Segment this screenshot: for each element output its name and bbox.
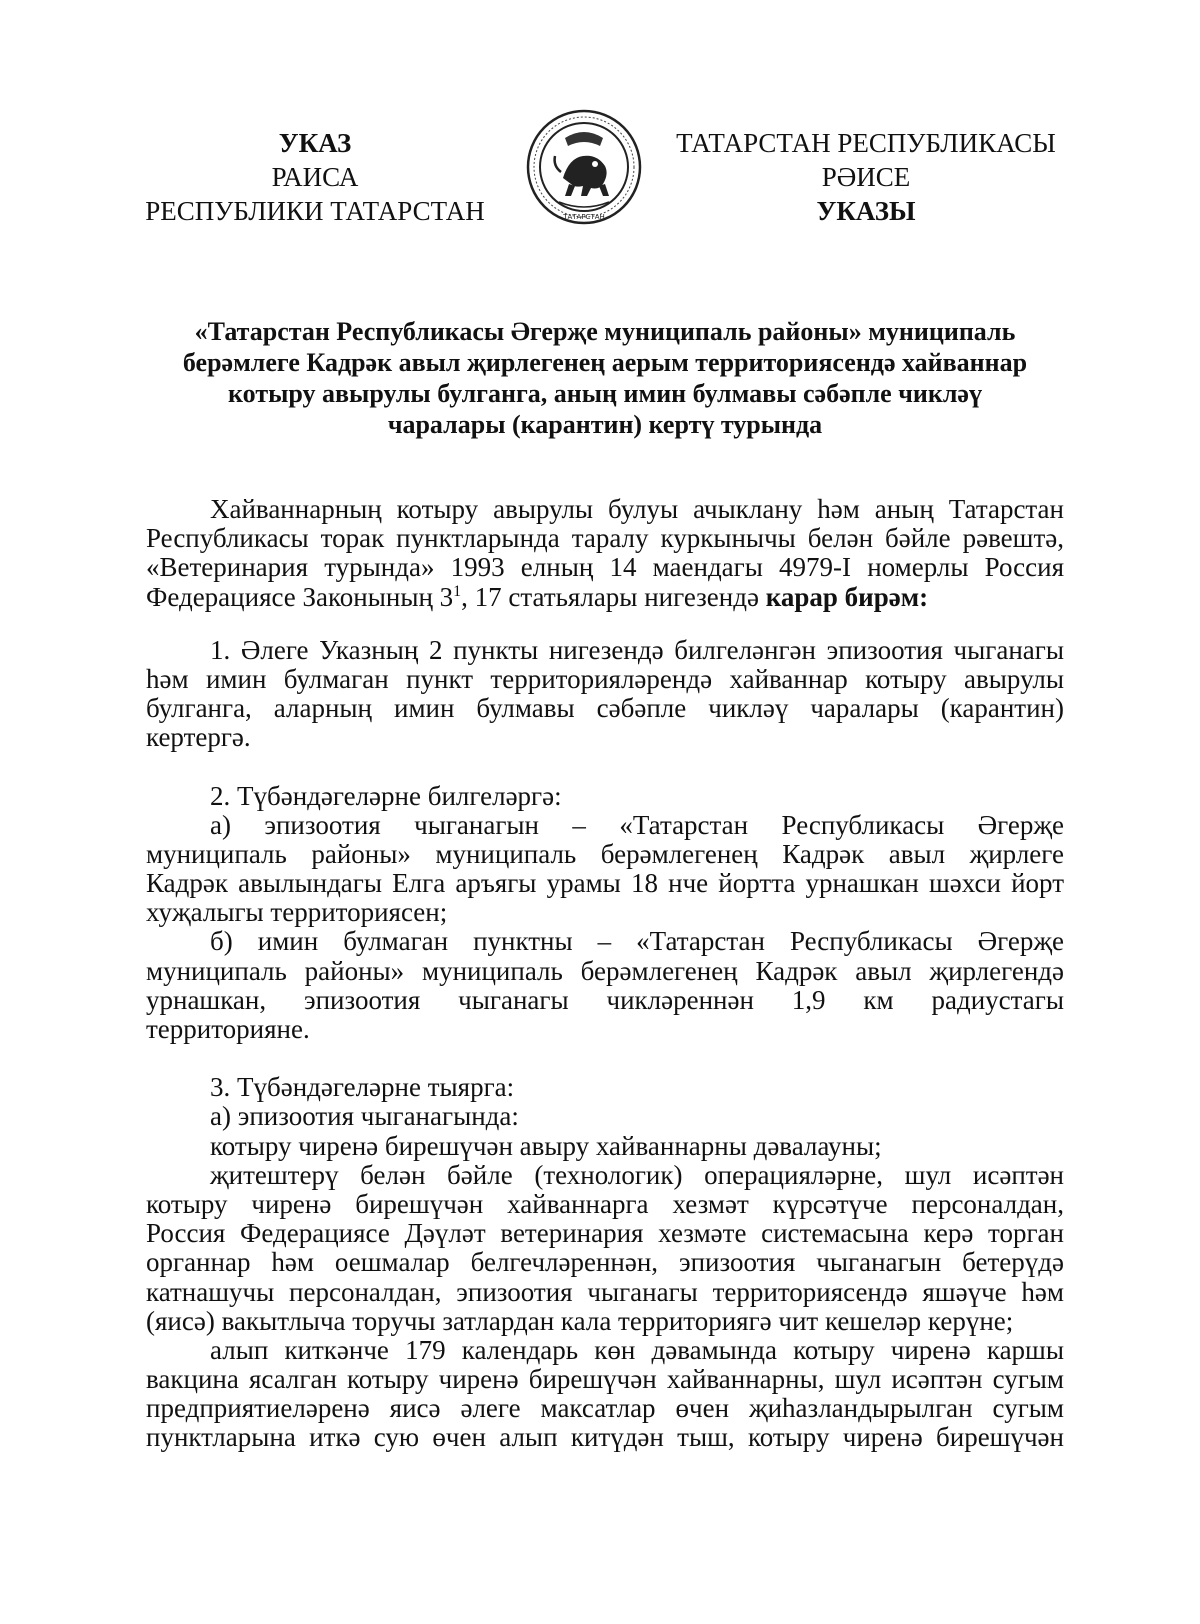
header-left-line-3: РЕСПУБЛИКИ ТАТАРСТАН [145,196,485,226]
coat-of-arms-emblem [525,108,643,226]
title-line-2: берәмлеге Кадрәк авыл җирлегенең аерым территориясендә хайваннар [182,348,1028,377]
intro-resolution: карар бирәм: [765,582,929,612]
p3a2-line-1: җитештерү белән бәйле (технологик) операцияләрне, шул исәптән [210,1160,1064,1190]
decree-title [120,316,1090,440]
intro-line-4 [146,583,1064,612]
p2-heading: 2. Түбәндәгеләрне билгеләргә: [210,781,562,811]
p3a2-line-3: Россия Федерациясе Дәүләт ветеринария хезмәте системасына керә торган [146,1219,1064,1249]
p2b-line-1: б) имин булмаган пунктны – «Татарстан Республикасы Әгерҗе [210,927,1064,957]
p2b-line-2: муниципаль районы» муниципаль берәмлегенең Кадрәк авыл җирлегендә [146,956,1064,986]
emblem-text: ТАТАРСТАН [563,213,605,221]
p2a-line-2: муниципаль районы» муниципаль берәмлегенең Кадрәк авыл җирлеге [146,839,1064,869]
p1-line-1: 1. Әлеге Указның 2 пункты нигезендә билгеләнгән эпизоотия чыганагы [210,635,1064,665]
header-russian [140,126,490,228]
intro-line-1: Хайваннарның котыру авырулы булуы ачыклану һәм аның Татарстан [210,495,1064,524]
title-line-4: чаралары (карантин) кертү турында [387,410,823,439]
p2b-line-3: урнашкан, эпизоотия чыганагы чикләреннән 1,9 км радиустагы [146,985,1064,1015]
p2a-line-4: хуҗалыгы территориясен; [146,898,448,928]
intro-line-2: Республикасы торак пунктларында таралу куркынычы белән бәйле рәвештә, [146,524,1064,554]
header-right-line-2: РӘИСЕ [821,162,911,192]
p2a-line-3: Кадрәк авылындагы Елга аръягы урамы 18 нче йортта урнашкан шәхси йорт [146,869,1064,899]
p1-line-2: һәм имин булмаган пункт территорияләрендә хайваннар котыру авырулы [146,664,1064,694]
p1-line-3: булганга, аларның имин булмавы сәбәпле чикләү чаралары (карантин) [146,694,1064,724]
p3a3-line-1: алып киткәнче 179 календарь көн дәвамында котыру чиренә каршы [210,1335,1064,1365]
p3a2-line-4: органнар һәм оешмалар белгечләреннән, эпизоотия чыганагын бетерүдә [146,1248,1064,1278]
p3a3-line-2: вакцина ясалган котыру чиренә бирешүчән хайваннарны, шул исәптән сугым [146,1365,1064,1395]
decree-body [146,495,1064,1453]
intro-superscript: 1 [453,582,462,600]
p3a2-line-6: (яисә) вакытлыча торучы затлардан кала территориягә чит кешеләр керүне; [146,1306,1014,1336]
header-left-line-2: РАИСА [271,162,359,192]
p2b-line-4: территорияне. [146,1015,310,1044]
p3-heading: 3. Түбәндәгеләрне тыярга: [210,1073,515,1103]
p3a2-line-5: катнашучы персоналдан, эпизоотия чыганагы территориясендә яшәүче һәм [146,1277,1064,1307]
title-line-3: котыру авырулы булганга, аның имин булмавы сәбәпле чикләү [228,379,982,408]
intro-line-3: «Ветеринария турында» 1993 елның 14 маендагы 4979-I номерлы Россия [146,553,1064,583]
header-left-line-1: УКАЗ [278,128,352,158]
intro-line-4-b: , 17 статьялары нигезендә [461,582,766,612]
p1-line-4: кертергә. [146,723,251,753]
header-tatar [676,126,1056,228]
header-right-line-3: УКАЗЫ [816,196,916,226]
p3a2-line-2: котыру чиренә бирешүчән хайваннарга хезмәт күрсәтүче персоналдан, [146,1189,1064,1219]
header-right-line-1: ТАТАРСТАН РЕСПУБЛИКАСЫ [676,128,1056,158]
p3a3-line-3: предприятиеләренә яисә әлеге максатлар өчен җиһазландырылган сугым [146,1394,1064,1424]
p3a-item-1: котыру чиренә бирешүчән авыру хайваннарны дәвалауны; [210,1131,882,1161]
p2a-line-1: а) эпизоотия чыганагын – «Татарстан Республикасы Әгерҗе [210,810,1064,840]
p3a-heading: а) эпизоотия чыганагында: [210,1102,519,1132]
p3a3-line-4: пунктларына иткә сую өчен алып китүдән тыш, котыру чиренә бирешүчән [146,1423,1064,1453]
intro-line-4-a: Федерациясе Законының 3 [146,582,454,612]
title-line-1: «Татарстан Республикасы Әгерҗе муниципаль районы» муниципаль [194,317,1016,346]
